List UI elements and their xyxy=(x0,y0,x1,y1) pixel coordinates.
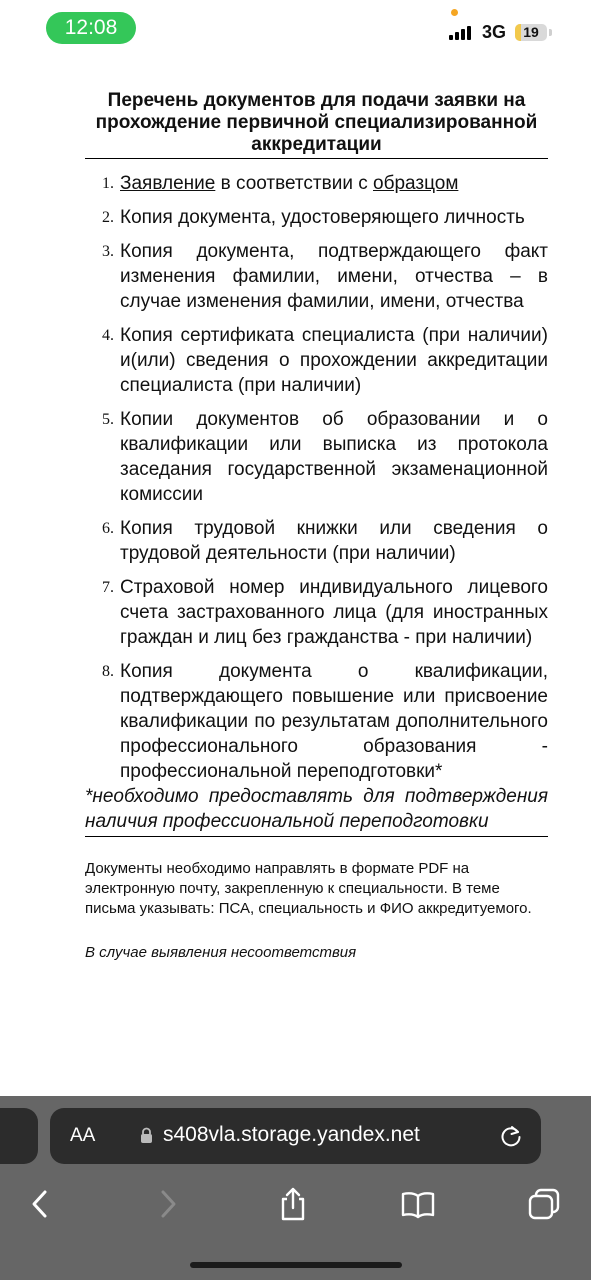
list-text: Копия документа, удостоверяющего личность xyxy=(120,207,525,228)
list-text: Копия документа о квалификации, подтверждающего повышение или присвоение квалификации по результатам дополнительного профессионального образования - профессиональной переподготовки* xyxy=(120,661,548,782)
list-item xyxy=(85,516,548,566)
battery-level: 19 xyxy=(523,24,539,40)
bookmarks-icon[interactable] xyxy=(400,1186,436,1222)
list-item xyxy=(85,407,548,507)
browser-toolbar xyxy=(0,1178,591,1238)
reload-icon[interactable] xyxy=(498,1123,524,1149)
footnote: *необходимо предоставлять для подтверждения наличия профессиональной переподготовки xyxy=(85,784,548,837)
document-list xyxy=(85,171,548,784)
tabs-icon[interactable] xyxy=(526,1186,562,1222)
list-item xyxy=(85,239,548,314)
list-number: 5. xyxy=(102,411,114,428)
application-link[interactable]: Заявление xyxy=(120,173,216,194)
battery-icon xyxy=(515,24,547,41)
document-title: Перечень документов для подачи заявки на прохождение первичной специализированной аккредитации xyxy=(85,90,548,159)
list-number: 7. xyxy=(102,579,114,596)
list-item xyxy=(85,171,548,196)
battery-cap xyxy=(549,29,552,36)
list-item xyxy=(85,323,548,398)
list-text: Копия сертификата специалиста (при наличии) и(или) сведения о прохождении аккредитации специалиста (при наличии) xyxy=(120,325,548,396)
sample-link[interactable]: образцом xyxy=(373,173,459,194)
address-bar[interactable] xyxy=(50,1108,541,1164)
list-number: 2. xyxy=(102,209,114,226)
list-text: Копия трудовой книжки или сведения о трудовой деятельности (при наличии) xyxy=(120,518,548,564)
instructions-text: Документы необходимо направлять в формате PDF на электронную почту, закрепленную к специальности. В теме письма указывать: ПСА, специальность и ФИО аккредитуемого. xyxy=(85,860,532,917)
home-indicator[interactable] xyxy=(190,1262,402,1268)
list-number: 4. xyxy=(102,327,114,344)
status-time[interactable]: 12:08 xyxy=(46,12,136,44)
browser-bottom-bar xyxy=(0,1096,591,1280)
list-item xyxy=(85,575,548,650)
list-text: Копия документа, подтверждающего факт изменения фамилии, имени, отчества – в случае изменения фамилии, имени, отчества xyxy=(120,241,548,312)
list-number: 3. xyxy=(102,243,114,260)
list-item xyxy=(85,659,548,784)
list-number: 8. xyxy=(102,663,114,680)
document-page xyxy=(85,90,548,963)
previous-tab-edge[interactable] xyxy=(0,1108,38,1164)
list-text: Страховой номер индивидуального лицевого счета застрахованного лица (для иностранных граждан и лиц без гражданства - при наличии) xyxy=(120,577,548,648)
list-text: Копии документов об образовании и о квалификации или выписка из протокола заседания государственной экзаменационной комиссии xyxy=(120,409,548,505)
cut-off-text: В случае выявления несоответствия xyxy=(85,944,357,961)
share-icon[interactable] xyxy=(275,1186,311,1222)
list-item xyxy=(85,205,548,230)
network-type: 3G xyxy=(482,22,507,42)
privacy-indicator-dot xyxy=(451,9,458,16)
lock-icon xyxy=(140,1127,153,1144)
forward-icon[interactable] xyxy=(150,1186,186,1222)
back-icon[interactable] xyxy=(22,1186,58,1222)
text-size-button[interactable]: AA xyxy=(70,1125,96,1146)
url-text[interactable]: s408vla.storage.yandex.net xyxy=(163,1123,420,1146)
list-number: 6. xyxy=(102,520,114,537)
signal-icon xyxy=(449,24,475,40)
status-bar xyxy=(0,0,591,60)
list-number: 1. xyxy=(102,175,114,192)
list-text: в соответствии с xyxy=(215,173,373,194)
